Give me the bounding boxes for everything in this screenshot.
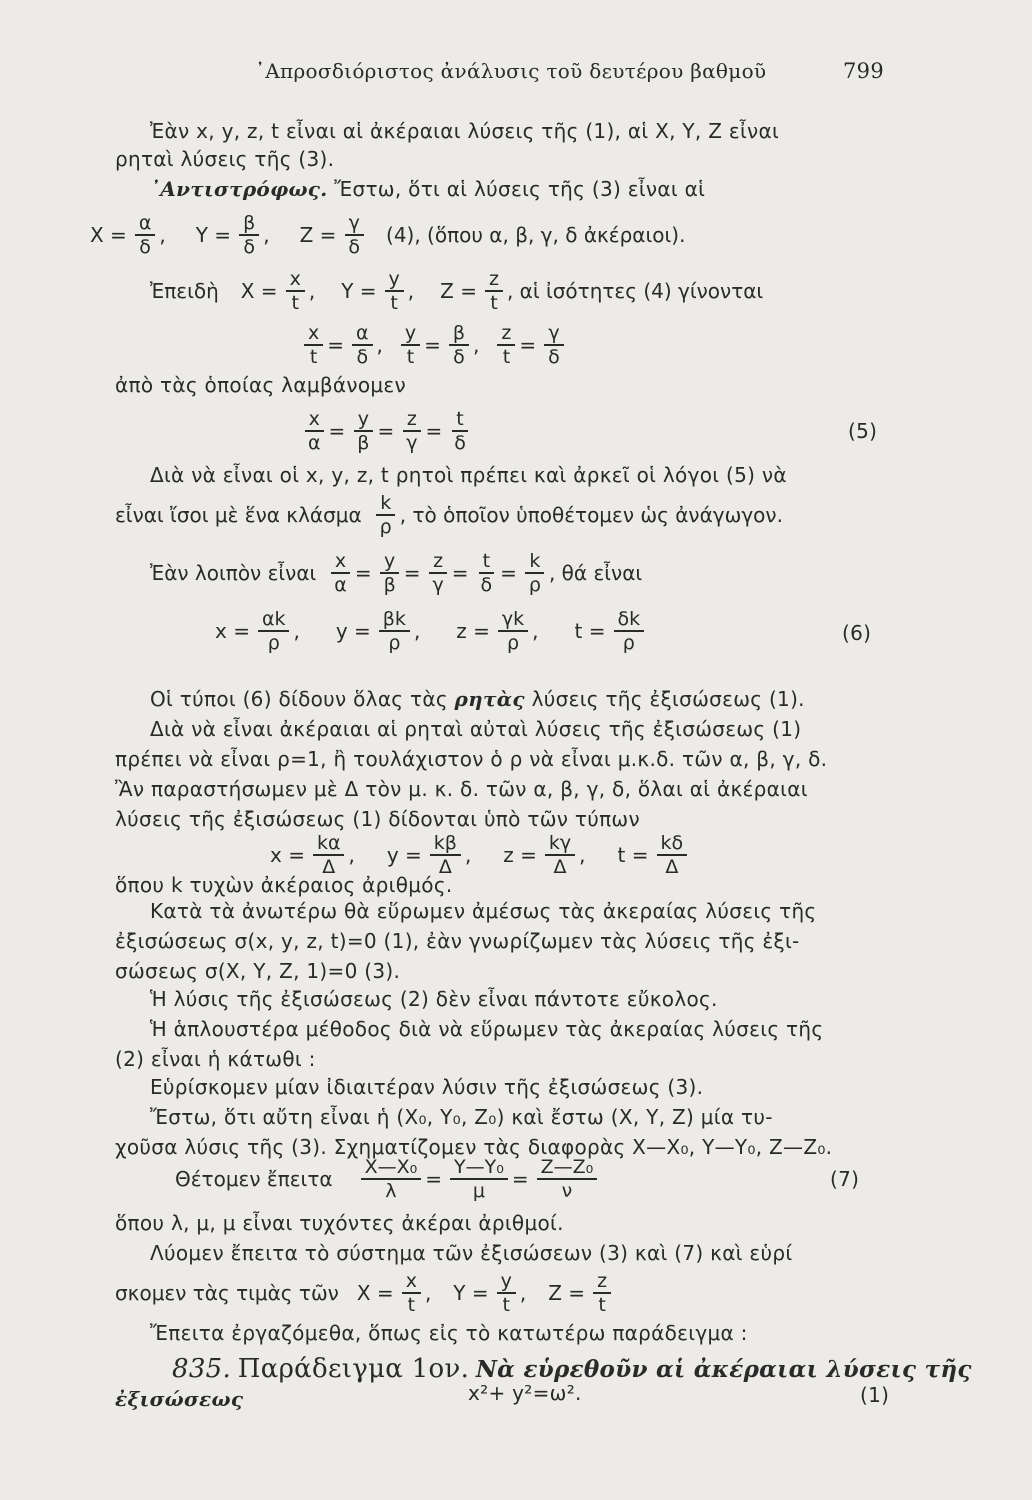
fraction: [352, 322, 373, 368]
equals-sign: =: [327, 333, 345, 357]
fraction: [485, 268, 503, 314]
numerator: kδ: [657, 832, 688, 856]
denominator: ρ: [622, 632, 635, 654]
denominator: t: [598, 1294, 606, 1316]
math-term: z =: [456, 619, 490, 643]
separator: ,: [579, 843, 586, 867]
numerator: x: [304, 322, 323, 346]
text-line: [115, 1386, 243, 1412]
fraction: [497, 322, 515, 368]
fraction: [258, 608, 290, 654]
numerator: k: [376, 492, 395, 516]
math-term: t =: [574, 619, 606, 643]
equation-line: [115, 492, 787, 538]
fraction: [657, 832, 688, 878]
emphasis: Νὰ εὑρεθοῦν αἱ ἀκέραιαι λύσεις τῆς: [475, 1356, 972, 1383]
text-line: σώσεως σ(X, Y, Z, 1)=0 (3).: [115, 959, 401, 983]
numerator: β: [449, 322, 469, 346]
equals-sign: =: [377, 419, 395, 443]
denominator: ν: [561, 1180, 573, 1202]
separator: ,: [159, 223, 166, 247]
denominator: Δ: [322, 856, 336, 878]
fraction: [428, 550, 447, 596]
separator: ,: [376, 333, 383, 357]
separator: ,: [424, 1281, 432, 1305]
fraction: [401, 322, 420, 368]
numerator: X—X₀: [361, 1156, 422, 1180]
numerator: Z—Z₀: [537, 1156, 598, 1180]
fraction: [379, 608, 410, 654]
denominator: μ: [472, 1180, 485, 1202]
numerator: αk: [258, 608, 290, 632]
equation-line: [115, 1270, 615, 1316]
fraction: [497, 1270, 516, 1316]
separator: ,: [308, 279, 316, 303]
math-term: y =: [386, 843, 422, 867]
denominator: α: [308, 432, 321, 454]
equals-sign: =: [354, 561, 372, 585]
text-span: , αἱ ἰσότητες (4) γίνονται: [506, 279, 764, 303]
numerator: x: [402, 1270, 421, 1294]
numerator: kβ: [430, 832, 461, 856]
denominator: ρ: [528, 574, 541, 596]
denominator: t: [502, 1294, 510, 1316]
equation-line: [150, 268, 767, 314]
math-term: Y =: [453, 1281, 489, 1305]
denominator: β: [383, 574, 396, 596]
fraction: [344, 212, 364, 258]
numerator: y: [401, 322, 420, 346]
emphasis: ἐξισώσεως: [115, 1387, 244, 1411]
denominator: δ: [480, 574, 493, 596]
numerator: α: [135, 212, 156, 236]
fraction: [385, 268, 404, 314]
text-line: Ἔπειτα ἐργαζόμεθα, ὅπως εἰς τὸ κατωτέρω παράδειγμα :: [150, 1321, 748, 1345]
denominator: t: [407, 1294, 416, 1316]
separator: ,: [263, 223, 270, 247]
math-term: X =: [356, 1281, 394, 1305]
text-line: Κατὰ τὰ ἀνωτέρω θὰ εὕρωμεν ἀμέσως τὰς ἀκεραίας λύσεις τῆς: [150, 899, 817, 923]
separator: ,: [293, 619, 300, 643]
denominator: t: [390, 292, 398, 314]
numerator: γ: [345, 212, 364, 236]
math-term: Y =: [195, 223, 232, 247]
numerator: t: [452, 408, 467, 432]
denominator: δ: [139, 236, 151, 258]
text-line: ὅπου k τυχὼν ἀκέραιος ἀριθμός.: [115, 873, 453, 897]
fraction: [361, 1156, 422, 1202]
text-line: πρέπει νὰ εἶναι ρ=1, ἢ τουλάχιστον ὁ ρ νὰ εἶναι μ.κ.δ. τῶν α, β, γ, δ.: [115, 747, 828, 771]
denominator: Δ: [665, 856, 679, 878]
equation-line: [150, 550, 646, 596]
text-span: Ἔστω, ὅτι αἱ λύσεις τῆς (3) εἶναι αἱ: [327, 177, 706, 201]
fraction: [286, 268, 305, 314]
numerator: z: [485, 268, 503, 292]
fraction: [525, 550, 545, 596]
denominator: γ: [432, 574, 444, 596]
text-line: Ἐὰν x, y, z, t εἶναι αἱ ἀκέραιαι λύσεις τῆς (1), αἱ X, Y, Z εἶναι: [150, 119, 780, 143]
math-term: Z =: [299, 223, 337, 247]
numerator: δk: [614, 608, 645, 632]
denominator: t: [502, 346, 511, 368]
denominator: δ: [454, 432, 466, 454]
denominator: γ: [406, 432, 418, 454]
numerator: x: [305, 408, 324, 432]
denominator: δ: [243, 236, 255, 258]
equation-1: x²+ y²=ω².: [468, 1381, 582, 1405]
text-line: λύσεις τῆς ἐξισώσεως (1) δίδονται ὑπὸ τῶν τύπων: [115, 807, 640, 831]
denominator: λ: [385, 1180, 397, 1202]
equals-sign: =: [519, 333, 537, 357]
numerator: z: [403, 408, 421, 432]
numerator: Y—Y₀: [450, 1156, 508, 1180]
equation-4: [90, 212, 689, 258]
fraction: [380, 550, 400, 596]
numerator: x: [286, 268, 305, 292]
separator: ,: [348, 843, 355, 867]
equals-sign: =: [328, 419, 346, 443]
denominator: t: [309, 346, 318, 368]
fraction: [353, 408, 373, 454]
equation-tag: (1): [860, 1383, 890, 1407]
fraction: [498, 608, 528, 654]
text-line: Ἂν παραστήσωμεν μὲ Δ τὸν μ. κ. δ. τῶν α, β, γ, δ, ὅλαι αἱ ἀκέραιαι: [115, 777, 808, 801]
text-line: Ἡ ἁπλουστέρα μέθοδος διὰ νὰ εὕρωμεν τὰς ἀκεραίας λύσεις τῆς: [150, 1017, 824, 1041]
text-line: ρηταὶ λύσεις τῆς (3).: [115, 147, 335, 171]
equals-sign: =: [511, 1167, 529, 1191]
numerator: γ: [544, 322, 563, 346]
denominator: t: [406, 346, 415, 368]
separator: ,: [413, 619, 421, 643]
fraction: [545, 832, 575, 878]
text-line: [150, 176, 705, 202]
equation-tag: (5): [848, 419, 878, 443]
numerator: β: [239, 212, 259, 236]
equation-5: [300, 408, 474, 454]
text-span: Ἐπειδὴ: [150, 279, 219, 303]
denominator: t: [291, 292, 299, 314]
section-number: 835.: [172, 1354, 232, 1384]
math-term: X =: [240, 279, 278, 303]
denominator: ρ: [388, 632, 401, 654]
fraction: [376, 492, 396, 538]
denominator: t: [490, 292, 498, 314]
text-span: σκομεν τὰς τιμὰς τῶν: [115, 1281, 339, 1305]
equation-tag: (7): [830, 1167, 860, 1191]
text-line: ὅπου λ, μ, μ εἶναι τυχόντες ἀκέραι ἀριθμοί.: [115, 1211, 564, 1235]
text-span: Θέτομεν ἔπειτα: [175, 1167, 333, 1191]
fraction: [537, 1156, 598, 1202]
running-header: ᾿Απροσδιόριστος ἀνάλυσις τοῦ δευτέρου βαθμοῦ: [255, 59, 767, 83]
numerator: x: [331, 550, 350, 574]
text-line: ἀπὸ τὰς ὁποίας λαμβάνομεν: [115, 373, 407, 397]
numerator: kγ: [545, 832, 575, 856]
math-term: X =: [90, 223, 127, 247]
numerator: z: [429, 550, 447, 574]
text-span: , τὸ ὁποῖον ὑποθέτομεν ὡς ἀνάγωγον.: [399, 503, 783, 527]
emphasis: ρητὰς: [454, 687, 525, 711]
equation-note: (4), (ὅπου α, β, γ, δ ἀκέραιοι).: [386, 223, 686, 247]
fraction: [304, 408, 325, 454]
fraction: [544, 322, 564, 368]
denominator: β: [357, 432, 370, 454]
fraction: [239, 212, 259, 258]
text-line: Διὰ νὰ εἶναι ἀκέραιαι αἱ ρηταὶ αὐταὶ λύσεις τῆς ἐξισώσεως (1): [150, 717, 802, 741]
fraction: [450, 408, 470, 454]
equals-sign: =: [500, 561, 517, 585]
text-line: ἐξισώσεως σ(x, y, z, t)=0 (1), ἐὰν γνωρίζωμεν τὰς λύσεις τῆς ἐξι-: [115, 929, 800, 953]
text-line: Διὰ νὰ εἶναι οἱ x, y, z, t ρητοὶ πρέπει καὶ ἀρκεῖ οἱ λόγοι (5) νὰ: [150, 463, 787, 487]
fraction: [402, 1270, 421, 1316]
math-term: Y =: [341, 279, 377, 303]
fraction: [330, 550, 351, 596]
equals-sign: =: [451, 561, 469, 585]
denominator: δ: [453, 346, 465, 368]
math-term: y =: [335, 619, 371, 643]
equals-sign: =: [425, 419, 443, 443]
section-title: Παράδειγμα 1ον.: [237, 1354, 470, 1384]
denominator: ρ: [507, 632, 520, 654]
text-line: Ἔστω, ὅτι αὔτη εἶναι ἡ (X₀, Y₀, Z₀) καὶ ἔστω (X, Y, Z) μία τυ-: [150, 1105, 773, 1129]
denominator: δ: [356, 346, 369, 368]
separator: ,: [464, 843, 472, 867]
equation-6: [215, 608, 648, 654]
fraction: [304, 322, 323, 368]
text-line: χοῦσα λύσις τῆς (3). Σχηματίζομεν τὰς διαφορὰς X—X₀, Y—Y₀, Z—Z₀.: [115, 1135, 833, 1159]
numerator: z: [497, 322, 515, 346]
math-term: x =: [215, 619, 250, 643]
text-span: εἶναι ἴσοι μὲ ἕνα κλάσμα: [115, 503, 362, 527]
text-span: , θά εἶναι: [548, 561, 643, 585]
text-line: Λύομεν ἔπειτα τὸ σύστημα τῶν ἐξισώσεων (3) καὶ (7) καὶ εὑρί: [150, 1241, 793, 1265]
denominator: ρ: [379, 516, 392, 538]
denominator: ρ: [267, 632, 280, 654]
equation-line: [300, 322, 568, 368]
numerator: k: [525, 550, 544, 574]
numerator: α: [352, 322, 373, 346]
text-line: (2) εἶναι ἡ κάτωθι :: [115, 1047, 316, 1071]
text-line: [150, 686, 805, 712]
text-line: Ἡ λύσις τῆς ἐξισώσεως (2) δὲν εἶναι πάντοτε εὔκολος.: [150, 987, 718, 1011]
separator: ,: [519, 1281, 527, 1305]
denominator: Δ: [553, 856, 567, 878]
equals-sign: =: [425, 1167, 442, 1191]
denominator: α: [334, 574, 347, 596]
numerator: y: [497, 1270, 516, 1294]
emphasis: ᾿Αντιστρόφως.: [150, 177, 328, 201]
math-term: Z =: [548, 1281, 586, 1305]
text-line: Εὑρίσκομεν μίαν ἰδιαιτέραν λύσιν τῆς ἐξισώσεως (3).: [150, 1075, 704, 1099]
numerator: γk: [498, 608, 528, 632]
fraction: [135, 212, 156, 258]
equals-sign: =: [403, 561, 421, 585]
numerator: y: [354, 408, 373, 432]
denominator: δ: [548, 346, 560, 368]
numerator: kα: [313, 832, 345, 856]
text-span: λύσεις τῆς ἐξισώσεως (1).: [531, 687, 805, 711]
numerator: βk: [379, 608, 410, 632]
separator: ,: [473, 333, 480, 357]
text-span: Ἐὰν λοιπὸν εἶναι: [150, 561, 317, 585]
denominator: Δ: [438, 856, 452, 878]
numerator: y: [380, 550, 399, 574]
equals-sign: =: [424, 333, 441, 357]
fraction: [402, 408, 421, 454]
denominator: δ: [348, 236, 361, 258]
equation-7: [175, 1156, 601, 1202]
fraction: [450, 1156, 508, 1202]
numerator: y: [385, 268, 404, 292]
math-term: Z =: [440, 279, 477, 303]
equation-tag: (6): [842, 621, 872, 645]
text-span: Οἱ τύποι (6) δίδουν ὅλας τὰς: [150, 687, 448, 711]
numerator: t: [479, 550, 494, 574]
page-number: 799: [843, 59, 884, 83]
fraction: [593, 1270, 611, 1316]
fraction: [614, 608, 645, 654]
numerator: z: [593, 1270, 611, 1294]
fraction: [477, 550, 497, 596]
math-term: x =: [270, 843, 305, 867]
math-term: z =: [503, 843, 537, 867]
fraction: [449, 322, 469, 368]
separator: ,: [407, 279, 415, 303]
separator: ,: [532, 619, 539, 643]
math-term: t =: [617, 843, 649, 867]
